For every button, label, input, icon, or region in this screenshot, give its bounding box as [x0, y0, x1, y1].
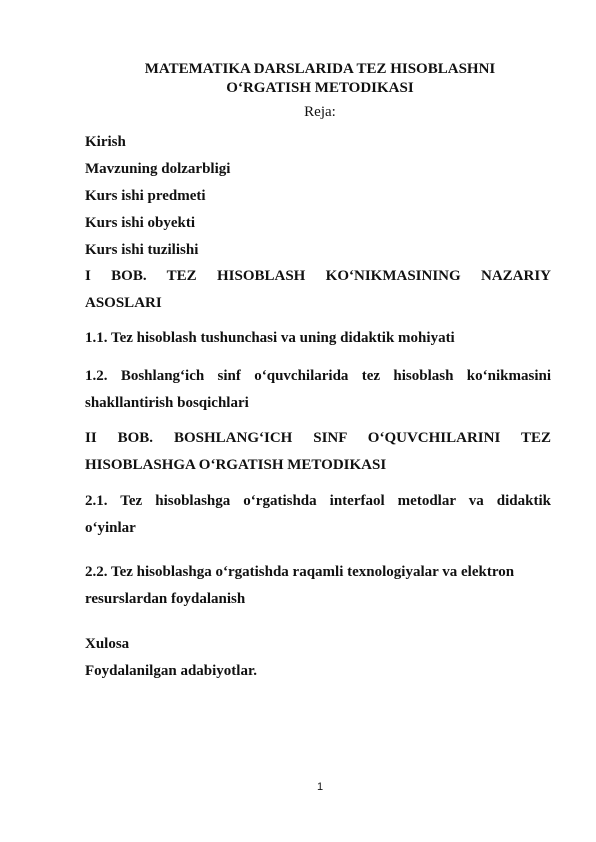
- toc-section-2-2-line-1: 2.2. Tez hisoblashga o‘rgatishda raqamli texnologiyalar va elektron: [85, 564, 515, 580]
- toc-section-2-1-line-1: 2.1. Tez hisoblashga o‘rgatishda interfaol metodlar va didaktik: [85, 493, 551, 509]
- toc-chapter-2-line-2: HISOBLASHGA O‘RGATISH METODIKASI: [85, 457, 387, 473]
- toc-item-tuzilish: Kurs ishi tuzilishi: [85, 242, 199, 258]
- toc-section-2-2-line-2: resurslardan foydalanish: [85, 591, 246, 607]
- toc-section-1-2-line-1: 1.2. Boshlang‘ich sinf o‘quvchilarida tez hisoblash ko‘nikmasini: [85, 368, 551, 384]
- toc-item-obyekt: Kurs ishi obyekti: [85, 215, 196, 231]
- toc-chapter-1-line-1: I BOB. TEZ HISOBLASH KO‘NIKMASINING NAZARIY: [85, 268, 551, 284]
- toc-item-xulosa: Xulosa: [85, 636, 130, 652]
- title-line-1: MATEMATIKA DARSLARIDA TEZ HISOBLASHNI: [144, 61, 496, 77]
- page-number: 1: [316, 781, 324, 793]
- toc-section-2-1-line-2: o‘yinlar: [85, 520, 136, 536]
- toc-item-dolzarblik: Mavzuning dolzarbligi: [85, 161, 231, 177]
- toc-item-predmet: Kurs ishi predmeti: [85, 188, 206, 204]
- title-line-2: O‘RGATISH METODIKASI: [226, 80, 414, 96]
- toc-chapter-2-line-1: II BOB. BOSHLANG‘ICH SINF O‘QUVCHILARINI TEZ: [85, 430, 551, 446]
- plan-label: Reja:: [304, 104, 336, 120]
- toc-item-kirish: Kirish: [85, 134, 126, 150]
- toc-chapter-1-line-2: ASOSLARI: [85, 295, 162, 311]
- toc-section-1-2-line-2: shakllantirish bosqichlari: [85, 395, 249, 411]
- toc-item-adabiyot: Foydalanilgan adabiyotlar.: [85, 663, 257, 679]
- toc-section-1-1: 1.1. Tez hisoblash tushunchasi va uning didaktik mohiyati: [85, 330, 455, 346]
